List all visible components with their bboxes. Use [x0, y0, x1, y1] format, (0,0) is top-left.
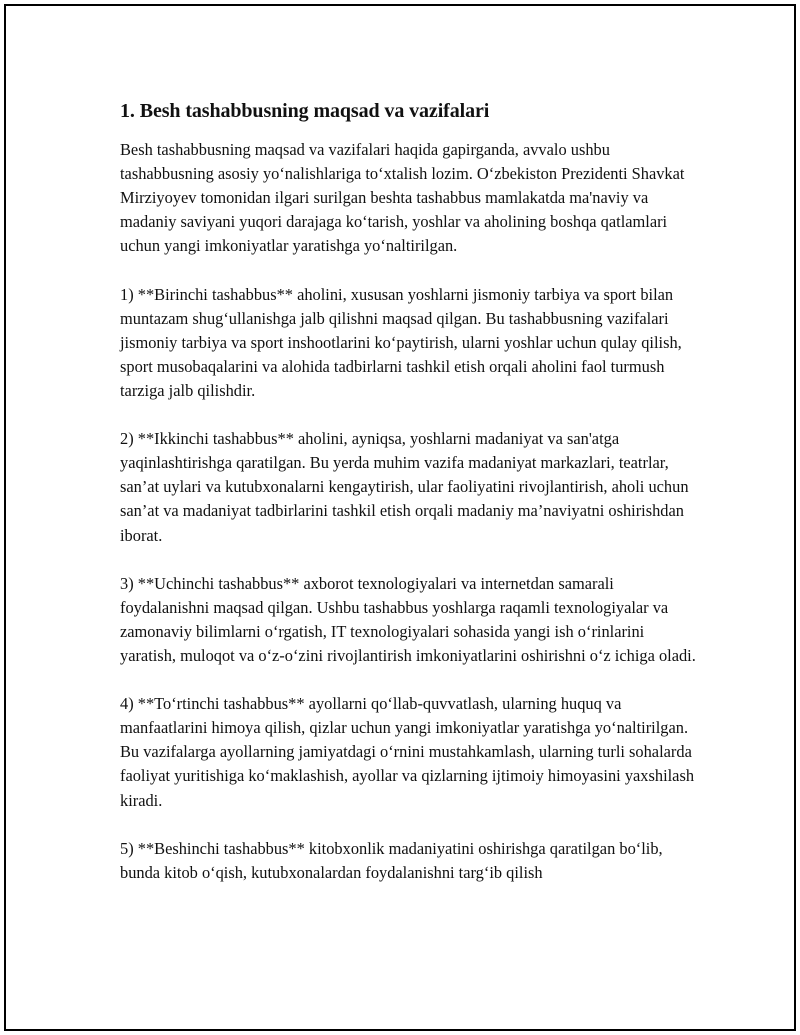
initiative-5-paragraph: 5) **Beshinchi tashabbus** kitobxonlik madaniyatini oshirishga qaratilgan bo‘lib, bunda kitob o‘qish, kutubxonalardan foydalanishni targ‘ib qilish: [120, 838, 663, 882]
section-heading: 1. Besh tashabbusning maqsad va vazifalari: [120, 100, 490, 122]
intro-paragraph: Besh tashabbusning maqsad va vazifalari haqida gapirganda, avvalo ushbu tashabbusning asosiy yo‘nalishlariga to‘xtalish lozim. O‘zbekiston Prezidenti Shavkat Mirziyoyev tomonidan ilgari surilgan beshta tashabbus mamlakatda ma'naviy va madaniy saviyani yuqori darajaga ko‘tarish, yoshlar va aholining boshqa qatlamlari uchun yangi imkoniyatlar yaratishga yo‘naltirilgan.: [120, 140, 685, 256]
initiative-2-paragraph: 2) **Ikkinchi tashabbus** aholini, ayniqsa, yoshlarni madaniyat va san'atga yaqinlashtirishga qaratilgan. Bu yerda muhim vazifa madaniyat markazlari, teatrlar, san’at uylari va kutubxonalarni kengaytirish, ular faoliyatini rivojlantirish, aholi uchun san’at va madaniyat tadbirlarini tashkil etish orqali madaniy ma’naviyatni oshirishdan iborat.: [120, 429, 689, 545]
page-frame: [4, 4, 796, 1031]
document-body: [120, 98, 700, 909]
initiative-4-paragraph: 4) **To‘rtinchi tashabbus** ayollarni qo‘llab-quvvatlash, ularning huquq va manfaatlarini himoya qilish, qizlar uchun yangi imkoniyatlar yaratishga yo‘naltirilgan. Bu vazifalarga ayollarning jamiyatdagi o‘rnini mustahkamlash, ularning turli sohalarda faoliyat yuritishiga ko‘maklashish, ayollar va qizlarning ijtimoiy himoyasini yaxshilash kiradi.: [120, 694, 695, 810]
initiative-1-paragraph: 1) **Birinchi tashabbus** aholini, xususan yoshlarni jismoniy tarbiya va sport bilan muntazam shug‘ullanishga jalb qilishni maqsad qilgan. Bu tashabbusning vazifalari jismoniy tarbiya va sport inshootlarini ko‘paytirish, ularni yoshlar uchun qulay qilish, sport musobaqalarini va alohida tadbirlarni tashkil etish orqali aholini faol turmush tarziga jalb qilishdir.: [120, 284, 682, 400]
initiative-3-paragraph: 3) **Uchinchi tashabbus** axborot texnologiyalari va internetdan samarali foydalanishni maqsad qilgan. Ushbu tashabbus yoshlarga raqamli texnologiyalar va zamonaviy bilimlarni o‘rgatish, IT texnologiyalari sohasida yangi ish o‘rinlarini yaratish, muloqot va o‘z-o‘zini rivojlantirish imkoniyatlarini oshirishni o‘z ichiga oladi.: [120, 573, 696, 665]
